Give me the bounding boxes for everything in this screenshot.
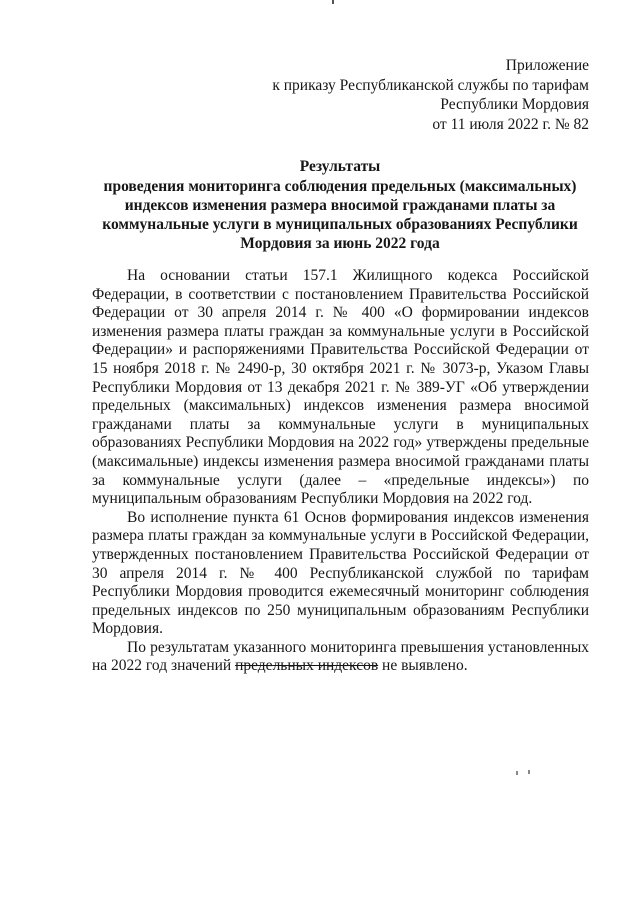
appendix-region: Республики Мордовия <box>440 96 589 113</box>
appendix-header <box>272 56 589 134</box>
appendix-order-ref: к приказу Республиканской службы по тарифам <box>272 76 589 94</box>
paragraph-monitoring: Во исполнение пункта 61 Основ формирования индексов изменения размера платы граждан за коммунальные услуги в Российской Федерации, утвержденных постановлением Правительства Российской Федерации от 30 апреля 2014 г. № 400 Республиканской службой по тарифам Республики Мордовия проводится ежемесячный мониторинг соблюдения предельных индексов по 250 муниципальным образованиям Республики Мордовия. <box>92 508 589 638</box>
document-body <box>92 267 589 676</box>
scan-mark <box>332 0 334 4</box>
result-text-start: По результатам указанного мониторинга превышения установленных на 2022 год значений <box>92 638 589 675</box>
title-subheading: проведения мониторинга соблюдения предельных (максимальных) индексов изменения размера вносимой гражданами платы за коммунальные услуги в муниципальных образованиях Республики Мордовия за июнь 2022 года <box>102 178 578 252</box>
paragraph-result <box>92 639 589 676</box>
scan-speck <box>516 771 518 775</box>
paragraph-legal-basis: На основании статьи 157.1 Жилищного кодекса Российской Федерации, в соответствии с постановлением Правительства Российской Федерации от 30 апреля 2014 г. № 400 «О формировании индексов изменения размера платы граждан за коммунальные услуги в Российской Федерации» и распоряжениями Правительства Российской Федерации от 15 ноября 2018 г. № 2490-р, 30 октября 2021 г. № 3073-р, Указом Главы Республики Мордовия от 13 декабря 2021 г. № 389-УГ «Об утверждении предельных (максимальных) индексов изменения размера вносимой гражданами платы за коммунальные услуги в муниципальных образованиях Республики Мордовия на 2022 год» утверждены предельные (максимальные) индексы изменения размера вносимой гражданами платы за коммунальные услуги (далее – «предельные индексы») по муниципальным образованиям Республики Мордовия на 2022 год. <box>92 267 589 508</box>
result-text-end: не выявлено. <box>378 657 468 675</box>
title-heading: Результаты <box>299 158 381 175</box>
document-title <box>92 157 588 253</box>
appendix-date: от 11 июля 2022 г. № 82 <box>432 115 589 133</box>
result-text-struck: предельных индексов <box>235 657 379 675</box>
appendix-label: Приложение <box>505 57 589 74</box>
scan-speck <box>528 770 530 774</box>
